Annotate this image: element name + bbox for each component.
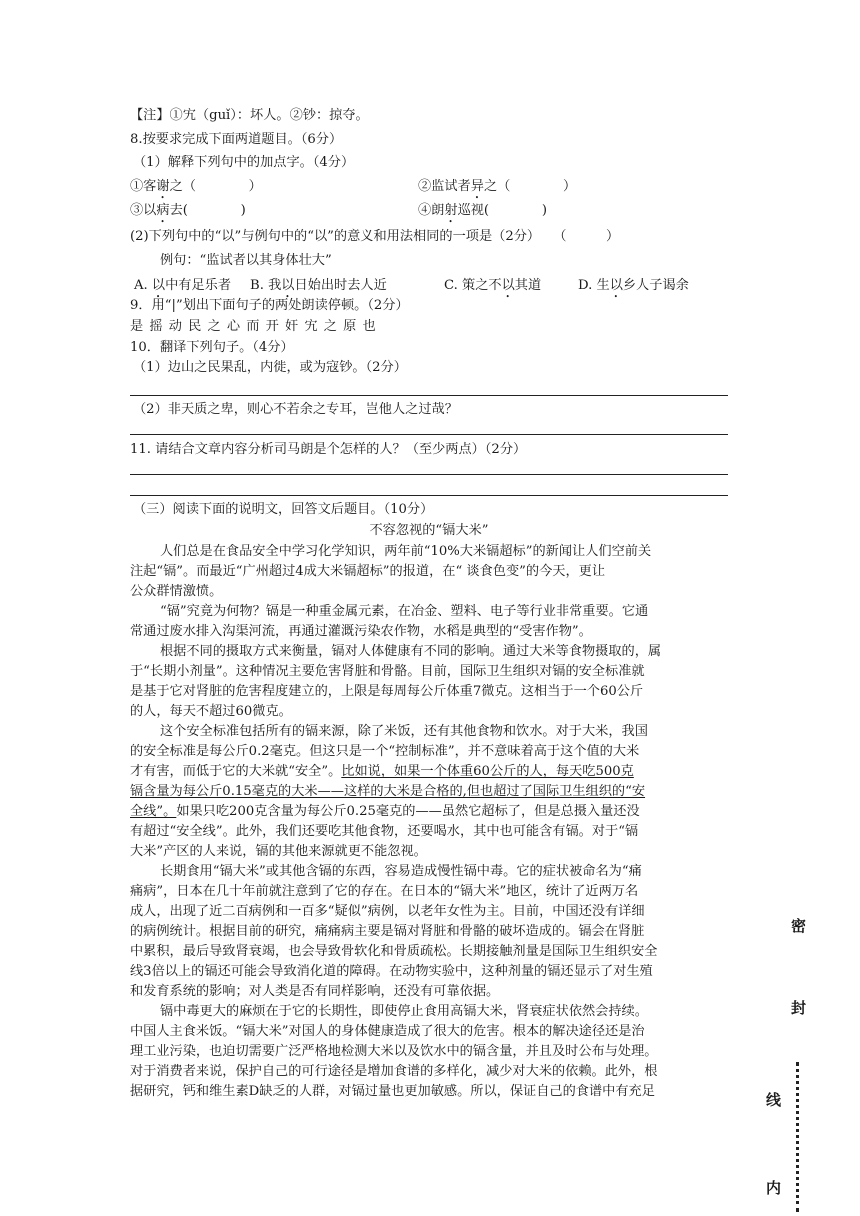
answer-line[interactable] [130, 434, 728, 435]
article-line: 大米”产区的人来说，镉的其他来源就更不能忽视。 [130, 844, 427, 859]
article-line: 于“长期小剂量”。这种情况主要危害肾脏和骨骼。目前，国际卫生组织对镉的安全标准就 [130, 664, 645, 679]
q8-option-a: A. 以中有足乐者 [134, 278, 232, 293]
q8-example: 例句：“监试者以其身体壮大” [160, 253, 332, 268]
article-line: 是基于它对肾脏的危害程度建立的，上限是每周每公斤体重7微克。这相当于一个60公斤 [130, 684, 644, 699]
article-line: 成人，出现了近二百病例和一百多“疑似”病例，以老年女性为主。目前，中国还没有详细 [130, 904, 645, 919]
article-line: 的人，每天不超过60微克。 [130, 704, 292, 719]
annotation-note: 【注】①宄（guǐ）：坏人。②钞：掠夺。 [130, 108, 369, 123]
article-line: 根据不同的摄取方式来衡量，镉对人体健康有不同的影响。通过大米等食物摄取的，属 [160, 644, 662, 659]
article-line: 长期食用“镉大米”或其他含镉的东西，容易造成慢性镉中毒。它的症状被命名为“痛 [160, 864, 642, 879]
article-line: “镉”究竟为何物？镉是一种重金属元素，在冶金、塑料、电子等行业非常重要。它通 [160, 604, 649, 619]
binding-char-mi: 密 [789, 918, 807, 933]
article-line: 注起“镉”。而最近“广州超过4成大米镉超标”的报道，在“ 谈食色变”的今天，更让 [130, 564, 606, 579]
article-line: 全线”。如果只吃200克含量为每公斤0.25毫克的——虽然它超标了，但是总摄入量还没 [130, 804, 640, 819]
article-line: 有超过“安全线”。此外，我们还要吃其他食物，还要喝水，其中也可能含有镉。对于“镉 [130, 824, 639, 839]
article-line: 中累积，最后导致肾衰竭，也会导致骨软化和骨质疏松。长期接触剂量是国际卫生组织安全 [130, 944, 658, 959]
article-line: 公众群情激愤。 [130, 584, 223, 599]
question-8-part-1: （1）解释下列句中的加点字。（4分） [133, 155, 355, 170]
article-line: 理工业污染，也迫切需要广泛严格地检测大米以及饮水中的镉含量，并且及时公布与处理。 [130, 1044, 658, 1059]
question-10-title: 10．翻译下列句子。（4分） [130, 340, 294, 355]
q10-sentence-1: （1）边山之民果乱，内徙，或为寇钞。（2分） [133, 360, 407, 375]
article-line: 的病例统计。根据目前的研究，痛痛病主要是镉对肾脏和骨骼的破坏造成的。镉会在肾脏 [130, 924, 645, 939]
underlined-passage: 比如说，如果一个体重60公斤的人，每天吃500克 [341, 764, 634, 779]
q8-item-4: ④朗射巡视( ) [418, 203, 547, 218]
q8-item-3: ③以病去( ) [130, 203, 246, 218]
article-line: 的安全标准是每公斤0.2毫克。但这只是一个“控制标准”，并不意味着高于这个值的大米 [130, 744, 640, 759]
q8-option-b: B. 我以日始出时去人近 [250, 278, 387, 293]
article-line: 常通过废水排入沟渠河流，再通过灌溉污染农作物，水稻是典型的“受害作物”。 [130, 624, 592, 639]
question-8-part-2: (2)下列句中的“以”与例句中的“以”的意义和用法相同的一项是（2分） （ ） [130, 229, 620, 244]
answer-line[interactable] [130, 474, 728, 475]
article-line: 才有害，而低于它的大米就“安全”。比如说，如果一个体重60公斤的人，每天吃500克 [130, 764, 634, 779]
question-9-title: 9．用“|”划出下面句子的两处朗读停顿。（2分） [130, 298, 409, 313]
q10-sentence-2: （2）非天质之卑，则心不若余之专耳，岂他人之过哉？ [133, 402, 458, 417]
article-title: 不容忽视的“镉大米” [369, 523, 489, 538]
article-line [130, 782, 645, 802]
q8-item-2: ②监试者异之（ ） [418, 179, 577, 194]
article-line: 据研究，钙和维生素D缺乏的人群，对镉过量也更加敏感。所以，保证自己的食谱中有充足 [130, 1084, 655, 1099]
article-line: 这个安全标准包括所有的镉来源，除了米饭，还有其他食物和饮水。对于大米，我国 [160, 724, 648, 739]
section-3-heading: （三）阅读下面的说明文，回答文后题目。（10分） [133, 502, 434, 517]
question-8-title: 8.按要求完成下面两道题目。（6分） [130, 132, 343, 147]
q8-option-d: D. 生以乡人子谒余 [578, 278, 689, 293]
article-line: 线3倍以上的镉还可能会导致消化道的障碍。在动物实验中，这种剂量的镉还显示了对生殖 [130, 964, 653, 979]
article-line: 痛病”，日本在几十年前就注意到了它的存在。在日本的“镉大米”地区，统计了近两万名 [130, 884, 639, 899]
q8-item-1: ①客谢之（ ） [130, 179, 262, 194]
article-line: 镉中毒更大的麻烦在于它的长期性，即使停止食用高镉大米，肾衰症状依然会持续。 [160, 1004, 648, 1019]
q8-option-c: C. 策之不以其道 [444, 278, 542, 293]
article-line: 对于消费者来说，保护自己的可行途径是增加食谱的多样化，减少对大米的依赖。此外，根 [130, 1064, 658, 1079]
answer-line[interactable] [130, 395, 728, 396]
article-line: 和发育系统的影响；对人类是否有同样影响，还没有可靠依据。 [130, 984, 500, 999]
binding-dotted-line [796, 1062, 799, 1212]
underlined-passage: 全线”。 [130, 804, 177, 819]
answer-line[interactable] [130, 495, 728, 496]
article-line: 人们总是在食品安全中学习化学知识，两年前“10%大米镉超标”的新闻让人们空前关 [160, 544, 652, 559]
q9-sentence: 是 摇 动 民 之 心 而 开 奸 宄 之 原 也 [130, 319, 377, 334]
binding-char-nei: 内 [764, 1180, 782, 1195]
binding-char-xian: 线 [764, 1092, 782, 1107]
article-line: 中国人主食米饭。“镉大米”对国人的身体健康造成了很大的危害。根本的解决途径还是治 [130, 1024, 645, 1039]
question-11-title: 11. 请结合文章内容分析司马朗是个怎样的人？（至少两点）（2分） [130, 442, 527, 457]
binding-char-feng: 封 [789, 1000, 807, 1015]
underlined-passage: 镉含量为每公斤0.15毫克的大米——这样的大米是合格的,但也超过了国际卫生组织的“安 [130, 784, 646, 799]
